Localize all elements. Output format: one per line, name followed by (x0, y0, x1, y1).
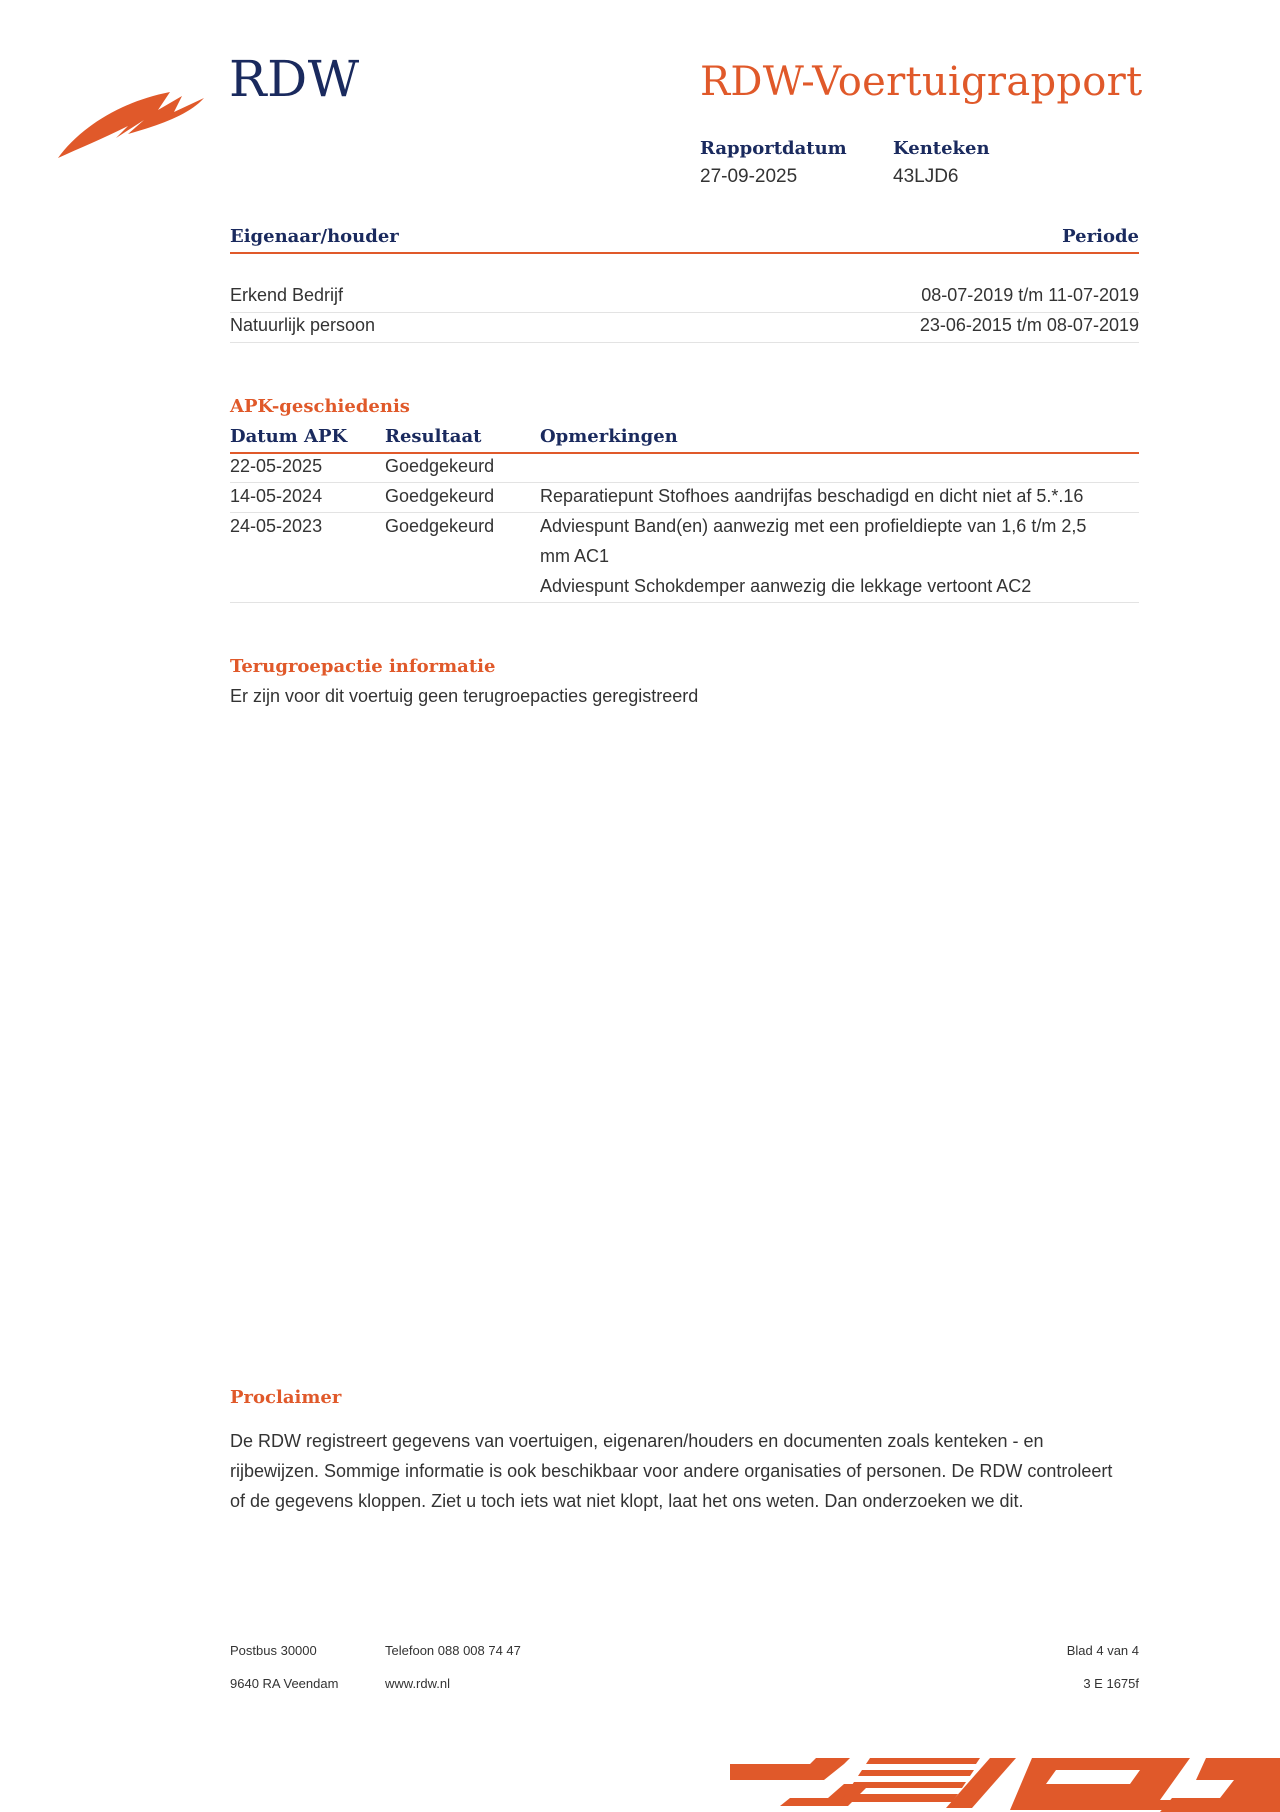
owner-column-header: Eigenaar/houder (230, 226, 399, 247)
period-column-header: Periode (1062, 226, 1139, 247)
report-date-label: Rapportdatum (700, 138, 847, 159)
rdw-logo-icon (58, 82, 208, 162)
owner-row-1-period: 08-07-2019 t/m 11-07-2019 (921, 285, 1139, 305)
apk-row-1-result: Goedgekeurd (385, 456, 495, 476)
apk-row-3-remark-1: Adviespunt Band(en) aanwezig met een profieldiepte van 1,6 t/m 2,5 mm AC1 (540, 516, 1087, 566)
row-divider (230, 342, 1139, 343)
apk-row-3-remark-2: Adviespunt Schokdemper aanwezig die lekkage vertoont AC2 (540, 576, 1032, 596)
owner-row-2-period: 23-06-2015 t/m 08-07-2019 (919, 315, 1139, 335)
footer-website: www.rdw.nl (385, 1676, 451, 1691)
apk-remarks-column-header: Opmerkingen (540, 426, 678, 447)
row-divider (230, 482, 1139, 483)
recall-text: Er zijn voor dit voertuig geen terugroepacties geregistreerd (230, 686, 699, 706)
apk-row-3-result: Goedgekeurd (385, 516, 495, 536)
footer-stripes-icon (720, 1740, 1280, 1812)
apk-row-2-date: 14-05-2024 (230, 486, 323, 506)
proclaimer-title: Proclaimer (230, 1387, 342, 1408)
apk-row-1-date: 22-05-2025 (230, 456, 323, 476)
owner-row-1-name: Erkend Bedrijf (230, 285, 344, 305)
owners-header-rule (230, 252, 1139, 254)
row-divider (230, 312, 1139, 313)
apk-result-column-header: Resultaat (385, 426, 482, 447)
footer-phone: Telefoon 088 008 74 47 (385, 1643, 521, 1658)
apk-date-column-header: Datum APK (230, 426, 348, 447)
apk-row-3-date: 24-05-2023 (230, 516, 323, 536)
row-divider (230, 602, 1139, 603)
rdw-logo-text: RDW (229, 50, 360, 108)
footer-address-line-2: 9640 RA Veendam (230, 1676, 339, 1691)
plate-label: Kenteken (893, 138, 990, 159)
footer-page-number: Blad 4 van 4 (1066, 1643, 1139, 1658)
footer-address-line-1: Postbus 30000 (230, 1643, 317, 1658)
plate-number: 43LJD6 (893, 166, 959, 187)
report-date: 27-09-2025 (700, 166, 798, 187)
owner-row-2-name: Natuurlijk persoon (230, 315, 376, 335)
report-title: RDW-Voertuigrapport (700, 59, 1143, 105)
proclaimer-text: De RDW registreert gegevens van voertuigen, eigenaren/houders en documenten zoals kenteken - en rijbewijzen. Sommige informatie is ook beschikbaar voor andere organisaties of personen. De RDW controleert of de gegevens kloppen. Ziet u toch iets wat niet klopt, laat het ons weten. Dan onderzoeken we dit. (230, 1431, 1113, 1511)
apk-section-title: APK-geschiedenis (230, 396, 410, 417)
apk-row-2-remark: Reparatiepunt Stofhoes aandrijfas beschadigd en dicht niet af 5.*.16 (540, 486, 1084, 506)
apk-row-2-result: Goedgekeurd (385, 486, 495, 506)
footer-document-code: 3 E 1675f (1083, 1676, 1139, 1691)
apk-header-rule (230, 452, 1139, 454)
recall-section-title: Terugroepactie informatie (230, 656, 496, 677)
